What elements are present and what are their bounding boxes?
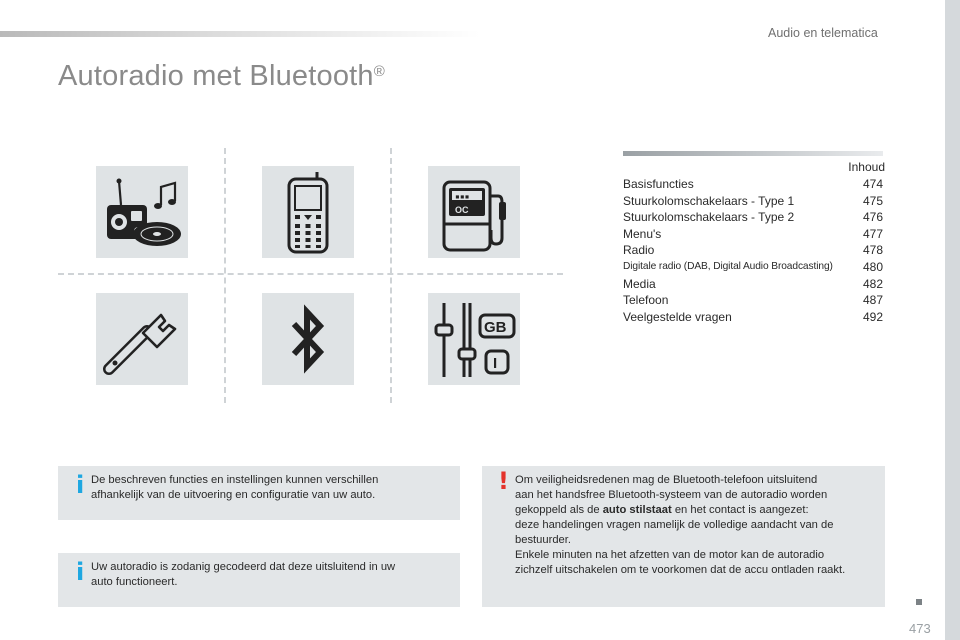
tile-radio-music[interactable] xyxy=(96,166,188,258)
header-gradient-bar xyxy=(0,31,480,37)
toc-item[interactable]: Veelgestelde vragen 492 xyxy=(623,309,883,324)
toc-list xyxy=(623,176,883,325)
toc-rule xyxy=(623,151,883,156)
page-title: Autoradio met Bluetooth® xyxy=(58,60,386,92)
info-note-config xyxy=(58,466,460,520)
svg-text:I: I xyxy=(493,355,498,372)
warning-note xyxy=(482,466,885,607)
warning-icon: ! xyxy=(498,467,509,495)
tile-phone[interactable] xyxy=(262,166,354,258)
svg-text:▪▪▪: ▪▪▪ xyxy=(455,192,470,201)
toc-item[interactable]: Menu's 477 xyxy=(623,226,883,241)
toc-item[interactable]: Telefoon 487 xyxy=(623,293,883,308)
toc-item[interactable]: Media 482 xyxy=(623,276,883,291)
section-title: Audio en telematica xyxy=(768,26,878,40)
tile-bluetooth[interactable] xyxy=(262,293,354,385)
side-strip xyxy=(945,0,960,640)
info-icon: i xyxy=(76,558,85,586)
info-note-coding xyxy=(58,553,460,607)
warning-note-text: Om veiligheidsredenen mag de Bluetooth-telefoon uitsluitend aan het handsfree Bluetooth-systeem van de autoradio worden gekoppeld als de auto stilstaat en het contact is aangezet: deze handelingen vragen namelijk de volledige aandacht van de bestuurder. Enkele minuten na het afzetten van de motor kan de autoradio zichzelf uitschakelen om te voorkomen dat de accu ontladen raakt. xyxy=(515,474,846,576)
toc-item[interactable]: Stuurkolomschakelaars - Type 1 475 xyxy=(623,193,883,208)
tile-settings[interactable] xyxy=(96,293,188,385)
tile-language[interactable] xyxy=(428,293,520,385)
svg-text:OC: OC xyxy=(455,205,469,215)
info-icon: i xyxy=(76,471,85,499)
language-flag-icon xyxy=(430,299,518,379)
mobile-phone-icon xyxy=(283,170,333,254)
info-note-text: De beschreven functies en instellingen kunnen verschillen afhankelijk van de uitvoering en configuratie van uw auto. xyxy=(91,474,379,501)
radio-music-disc-icon xyxy=(101,177,183,247)
fuel-pump-icon xyxy=(438,172,510,252)
tile-fuel[interactable] xyxy=(428,166,520,258)
info-note-text: Uw autoradio is zodanig gecodeerd dat deze uitsluitend in uw auto functioneert. xyxy=(91,561,396,588)
toc-item[interactable]: Radio 478 xyxy=(623,243,883,258)
toc-item[interactable]: Digitale radio (DAB, Digital Audio Broadcasting) 480 xyxy=(623,259,883,274)
page-number: 473 xyxy=(909,621,931,636)
grid-divider-vertical-1 xyxy=(224,148,226,403)
wrench-icon xyxy=(103,303,181,375)
toc-item[interactable]: Basisfuncties 474 xyxy=(623,177,883,191)
grid-divider-vertical-2 xyxy=(390,148,392,403)
grid-divider-horizontal xyxy=(58,273,563,275)
footer-mark xyxy=(916,599,922,605)
toc-heading: Inhoud xyxy=(848,160,885,174)
toc-item[interactable]: Stuurkolomschakelaars - Type 2 476 xyxy=(623,210,883,225)
bluetooth-icon xyxy=(288,304,328,374)
svg-text:GB: GB xyxy=(484,319,507,336)
